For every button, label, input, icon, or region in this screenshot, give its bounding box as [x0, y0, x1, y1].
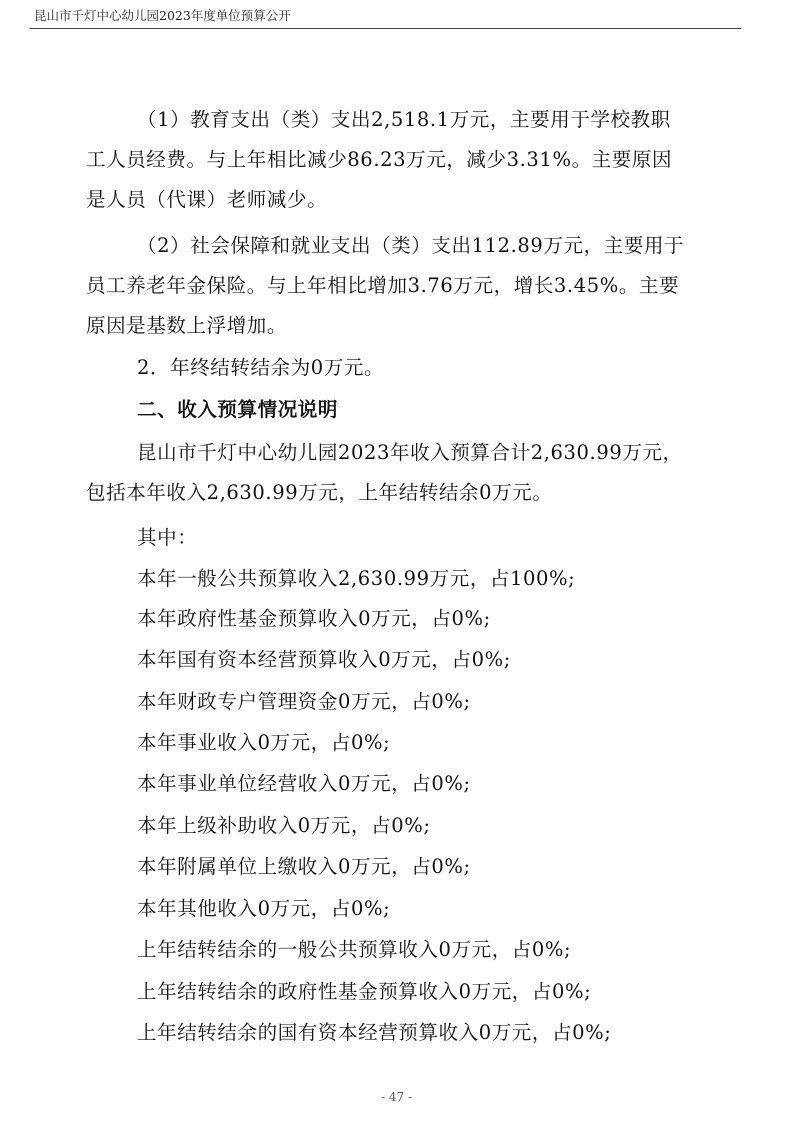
page-number: - 47 - [380, 1090, 412, 1104]
paragraph-line: 包括本年收入2,630.99万元，上年结转结余0万元。 [86, 481, 553, 504]
list-item: 本年附属单位上缴收入0万元，占0%; [137, 855, 471, 878]
paragraph-line: （2）社会保障和就业支出（类）支出112.89万元，主要用于 [137, 234, 685, 257]
list-item: 本年一般公共预算收入2,630.99万元，占100%; [137, 567, 576, 590]
list-item: 本年事业收入0万元，占0%; [137, 731, 391, 754]
paragraph-line: 昆山市千灯中心幼儿园2023年收入预算合计2,630.99万元， [137, 441, 683, 464]
list-item: 本年财政专户管理资金0万元，占0%; [137, 690, 471, 713]
paragraph-line: 2．年终结转结余为0万元。 [137, 356, 385, 379]
paragraph-line: 原因是基数上浮增加。 [86, 314, 288, 337]
paragraph-line: 员工养老年金保险。与上年相比增加3.76万元，增长3.45%。主要 [86, 274, 680, 297]
list-item: 本年其他收入0万元，占0%; [137, 897, 391, 920]
page-header-title: 昆山市千灯中心幼儿园2023年度单位预算公开 [34, 8, 291, 23]
section-heading: 二、收入预算情况说明 [137, 398, 339, 421]
list-item: 本年事业单位经营收入0万元，占0%; [137, 772, 471, 795]
paragraph-line: 是人员（代课）老师减少。 [86, 188, 328, 211]
paragraph-line: 其中： [137, 526, 198, 549]
list-item: 本年国有资本经营预算收入0万元，占0%; [137, 648, 511, 671]
paragraph-line: 工人员经费。与上年相比减少86.23万元，减少3.31%。主要原因 [86, 148, 673, 171]
list-item: 本年上级补助收入0万元，占0%; [137, 814, 431, 837]
list-item: 上年结转结余的政府性基金预算收入0万元，占0%; [137, 980, 592, 1003]
list-item: 上年结转结余的国有资本经营预算收入0万元，占0%; [137, 1021, 612, 1044]
list-item: 上年结转结余的一般公共预算收入0万元，占0%; [137, 938, 572, 961]
list-item: 本年政府性基金预算收入0万元，占0%; [137, 607, 491, 630]
paragraph-line: （1）教育支出（类）支出2,518.1万元，主要用于学校教职 [137, 108, 671, 131]
header-divider [30, 28, 741, 29]
